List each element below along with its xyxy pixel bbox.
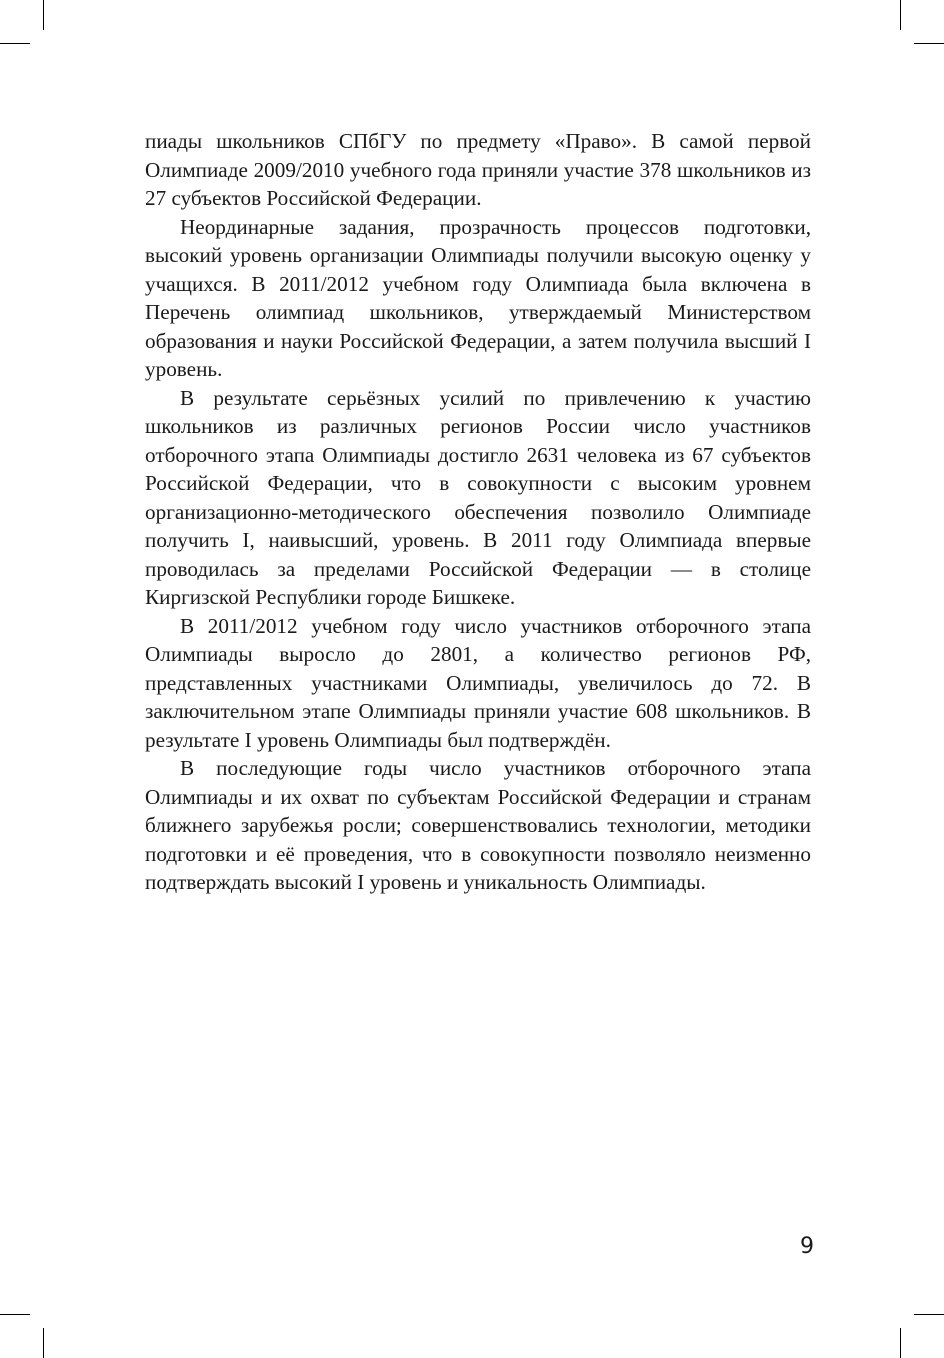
- paragraph: В 2011/2012 учебном году число участников отборочного этапа Олимпиады выросло до 2801, а количество регионов РФ, представленных участниками Олимпиады, увеличилось до 72. В заключительном этапе Олимпиады приняли участие 608 школьников. В результате I уровень Олимпиады был подтверждён.: [145, 613, 811, 752]
- paragraph: Неординарные задания, прозрачность процессов подготовки, высокий уровень организации Олимпиады получили высокую оценку у учащихся. В 2011/2012 учебном году Олимпиада была включена в Перечень олимпиад школьников, утверждаемый Министерством образования и науки Российской Федерации, а затем получила высший I уровень.: [145, 214, 811, 381]
- crop-mark-top-left-horizontal: [0, 43, 30, 44]
- body-text: [145, 127, 811, 897]
- crop-mark-bottom-left-vertical: [43, 1328, 44, 1358]
- crop-mark-bottom-left-horizontal: [0, 1314, 30, 1315]
- crop-mark-top-left-vertical: [43, 0, 44, 30]
- paragraph: В результате серьёзных усилий по привлечению к участию школьников из различных регионов России число участников отборочного этапа Олимпиады достигло 2631 человека из 67 субъектов Российской Федерации, что в совокупности с высоким уровнем организационно-методического обеспечения позволило Олимпиаде получить I, наивысший, уровень. В 2011 году Олимпиада впервые проводилась за пределами Российской Федерации — в столице Киргизской Республики городе Бишкеке.: [145, 385, 811, 609]
- paragraph: В последующие годы число участников отборочного этапа Олимпиады и их охват по субъектам Российской Федерации и странам ближнего зарубежья росли; совершенствовались технологии, методики подготовки и её проведения, что в совокупности позволяло неизменно подтверждать высокий I уровень и уникальность Олимпиады.: [145, 756, 811, 894]
- crop-mark-top-right-vertical: [900, 0, 901, 30]
- crop-mark-top-right-horizontal: [914, 43, 944, 44]
- crop-mark-bottom-right-horizontal: [914, 1314, 944, 1315]
- page-number: 9: [800, 1234, 814, 1259]
- crop-mark-bottom-right-vertical: [900, 1328, 901, 1358]
- paragraph-continuation: пиады школьников СПбГУ по предмету «Право». В самой первой Олимпиаде 2009/2010 учебного года приняли участие 378 школьников из 27 субъектов Российской Федерации.: [145, 129, 811, 210]
